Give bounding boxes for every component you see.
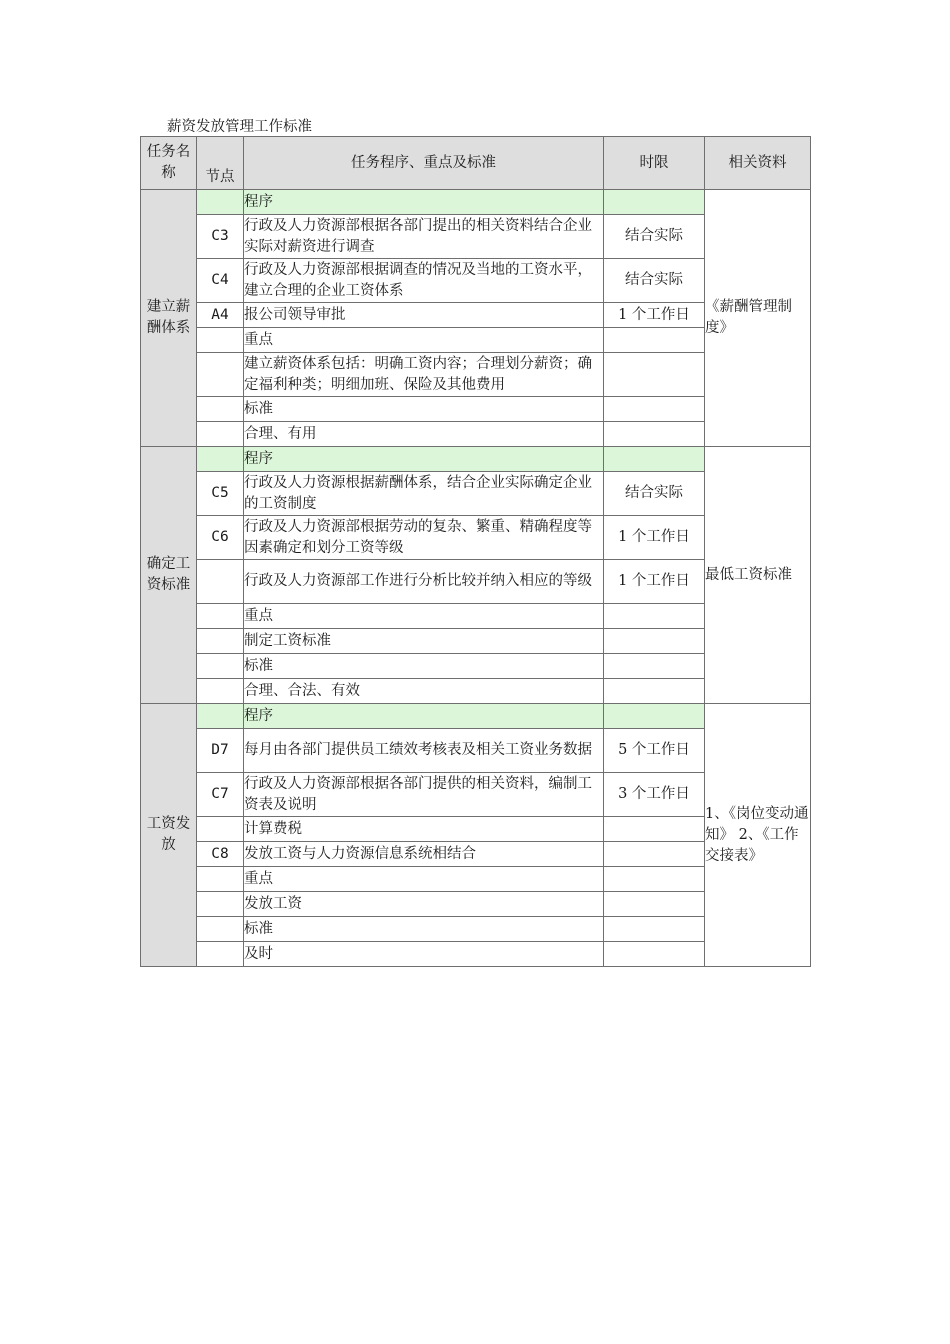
node-cell: C8	[197, 842, 244, 867]
time-cell: 1 个工作日	[604, 560, 705, 604]
node-cell	[197, 679, 244, 704]
node-cell: C6	[197, 516, 244, 560]
header-node: 节点	[197, 137, 244, 190]
content-cell: 行政及人力资源部根据调查的情况及当地的工资水平，建立合理的企业工资体系	[244, 259, 604, 303]
header-content: 任务程序、重点及标准	[244, 137, 604, 190]
time-cell: 3 个工作日	[604, 773, 705, 817]
content-cell: 标准	[244, 917, 604, 942]
node-cell	[197, 560, 244, 604]
node-cell	[197, 397, 244, 422]
node-cell	[197, 422, 244, 447]
time-cell	[604, 942, 705, 967]
content-cell: 行政及人力资源部根据劳动的复杂、繁重、精确程度等因素确定和划分工资等级	[244, 516, 604, 560]
node-cell: C5	[197, 472, 244, 516]
content-cell: 报公司领导审批	[244, 303, 604, 328]
node-cell: C4	[197, 259, 244, 303]
content-cell: 行政及人力资源部根据各部门提供的相关资料，编制工资表及说明	[244, 773, 604, 817]
content-cell: 每月由各部门提供员工绩效考核表及相关工资业务数据	[244, 729, 604, 773]
node-cell	[197, 654, 244, 679]
table-row	[141, 190, 811, 215]
header-time-limit: 时限	[604, 137, 705, 190]
node-cell	[197, 917, 244, 942]
time-cell: 结合实际	[604, 215, 705, 259]
node-cell	[197, 353, 244, 397]
content-cell: 合理、合法、有效	[244, 679, 604, 704]
content-cell: 程序	[244, 704, 604, 729]
node-cell: C3	[197, 215, 244, 259]
content-cell: 行政及人力资源根据薪酬体系，结合企业实际确定企业的工资制度	[244, 472, 604, 516]
node-cell	[197, 447, 244, 472]
time-cell: 1 个工作日	[604, 516, 705, 560]
content-cell: 制定工资标准	[244, 629, 604, 654]
time-cell	[604, 353, 705, 397]
node-cell: D7	[197, 729, 244, 773]
node-cell	[197, 867, 244, 892]
time-cell	[604, 604, 705, 629]
task-name-cell: 建立薪酬体系	[141, 190, 197, 447]
node-cell: A4	[197, 303, 244, 328]
table-row	[141, 447, 811, 472]
content-cell: 重点	[244, 867, 604, 892]
node-cell	[197, 817, 244, 842]
header-task-name: 任务名称	[141, 137, 197, 190]
content-cell: 程序	[244, 190, 604, 215]
node-cell	[197, 190, 244, 215]
time-cell	[604, 679, 705, 704]
time-cell	[604, 397, 705, 422]
time-cell: 1 个工作日	[604, 303, 705, 328]
content-cell: 建立薪资体系包括：明确工资内容；合理划分薪资；确定福利种类；明细加班、保险及其他费用	[244, 353, 604, 397]
time-cell	[604, 328, 705, 353]
reference-cell: 最低工资标准	[705, 447, 811, 704]
task-name-cell: 工资发放	[141, 704, 197, 967]
content-cell: 行政及人力资源部根据各部门提出的相关资料结合企业实际对薪资进行调查	[244, 215, 604, 259]
content-cell: 计算费税	[244, 817, 604, 842]
node-cell	[197, 942, 244, 967]
content-cell: 发放工资	[244, 892, 604, 917]
time-cell	[604, 817, 705, 842]
time-cell	[604, 867, 705, 892]
time-cell	[604, 704, 705, 729]
time-cell	[604, 917, 705, 942]
node-cell	[197, 328, 244, 353]
task-name-cell: 确定工资标准	[141, 447, 197, 704]
time-cell	[604, 422, 705, 447]
node-cell	[197, 629, 244, 654]
work-standard-table	[140, 136, 811, 967]
content-cell: 程序	[244, 447, 604, 472]
content-cell: 行政及人力资源部工作进行分析比较并纳入相应的等级	[244, 560, 604, 604]
document-title: 薪资发放管理工作标准	[167, 119, 312, 135]
node-cell	[197, 892, 244, 917]
time-cell: 5 个工作日	[604, 729, 705, 773]
header-reference: 相关资料	[705, 137, 811, 190]
node-cell	[197, 704, 244, 729]
content-cell: 重点	[244, 328, 604, 353]
time-cell	[604, 654, 705, 679]
time-cell	[604, 892, 705, 917]
time-cell	[604, 190, 705, 215]
content-cell: 标准	[244, 654, 604, 679]
table-row	[141, 704, 811, 729]
node-cell	[197, 604, 244, 629]
content-cell: 及时	[244, 942, 604, 967]
time-cell	[604, 629, 705, 654]
content-cell: 发放工资与人力资源信息系统相结合	[244, 842, 604, 867]
reference-cell: 1、《岗位变动通知》 2、《工作交接表》	[705, 704, 811, 967]
content-cell: 重点	[244, 604, 604, 629]
node-cell: C7	[197, 773, 244, 817]
time-cell	[604, 842, 705, 867]
content-cell: 标准	[244, 397, 604, 422]
time-cell	[604, 447, 705, 472]
time-cell: 结合实际	[604, 259, 705, 303]
reference-cell: 《薪酬管理制度》	[705, 190, 811, 447]
content-cell: 合理、有用	[244, 422, 604, 447]
time-cell: 结合实际	[604, 472, 705, 516]
